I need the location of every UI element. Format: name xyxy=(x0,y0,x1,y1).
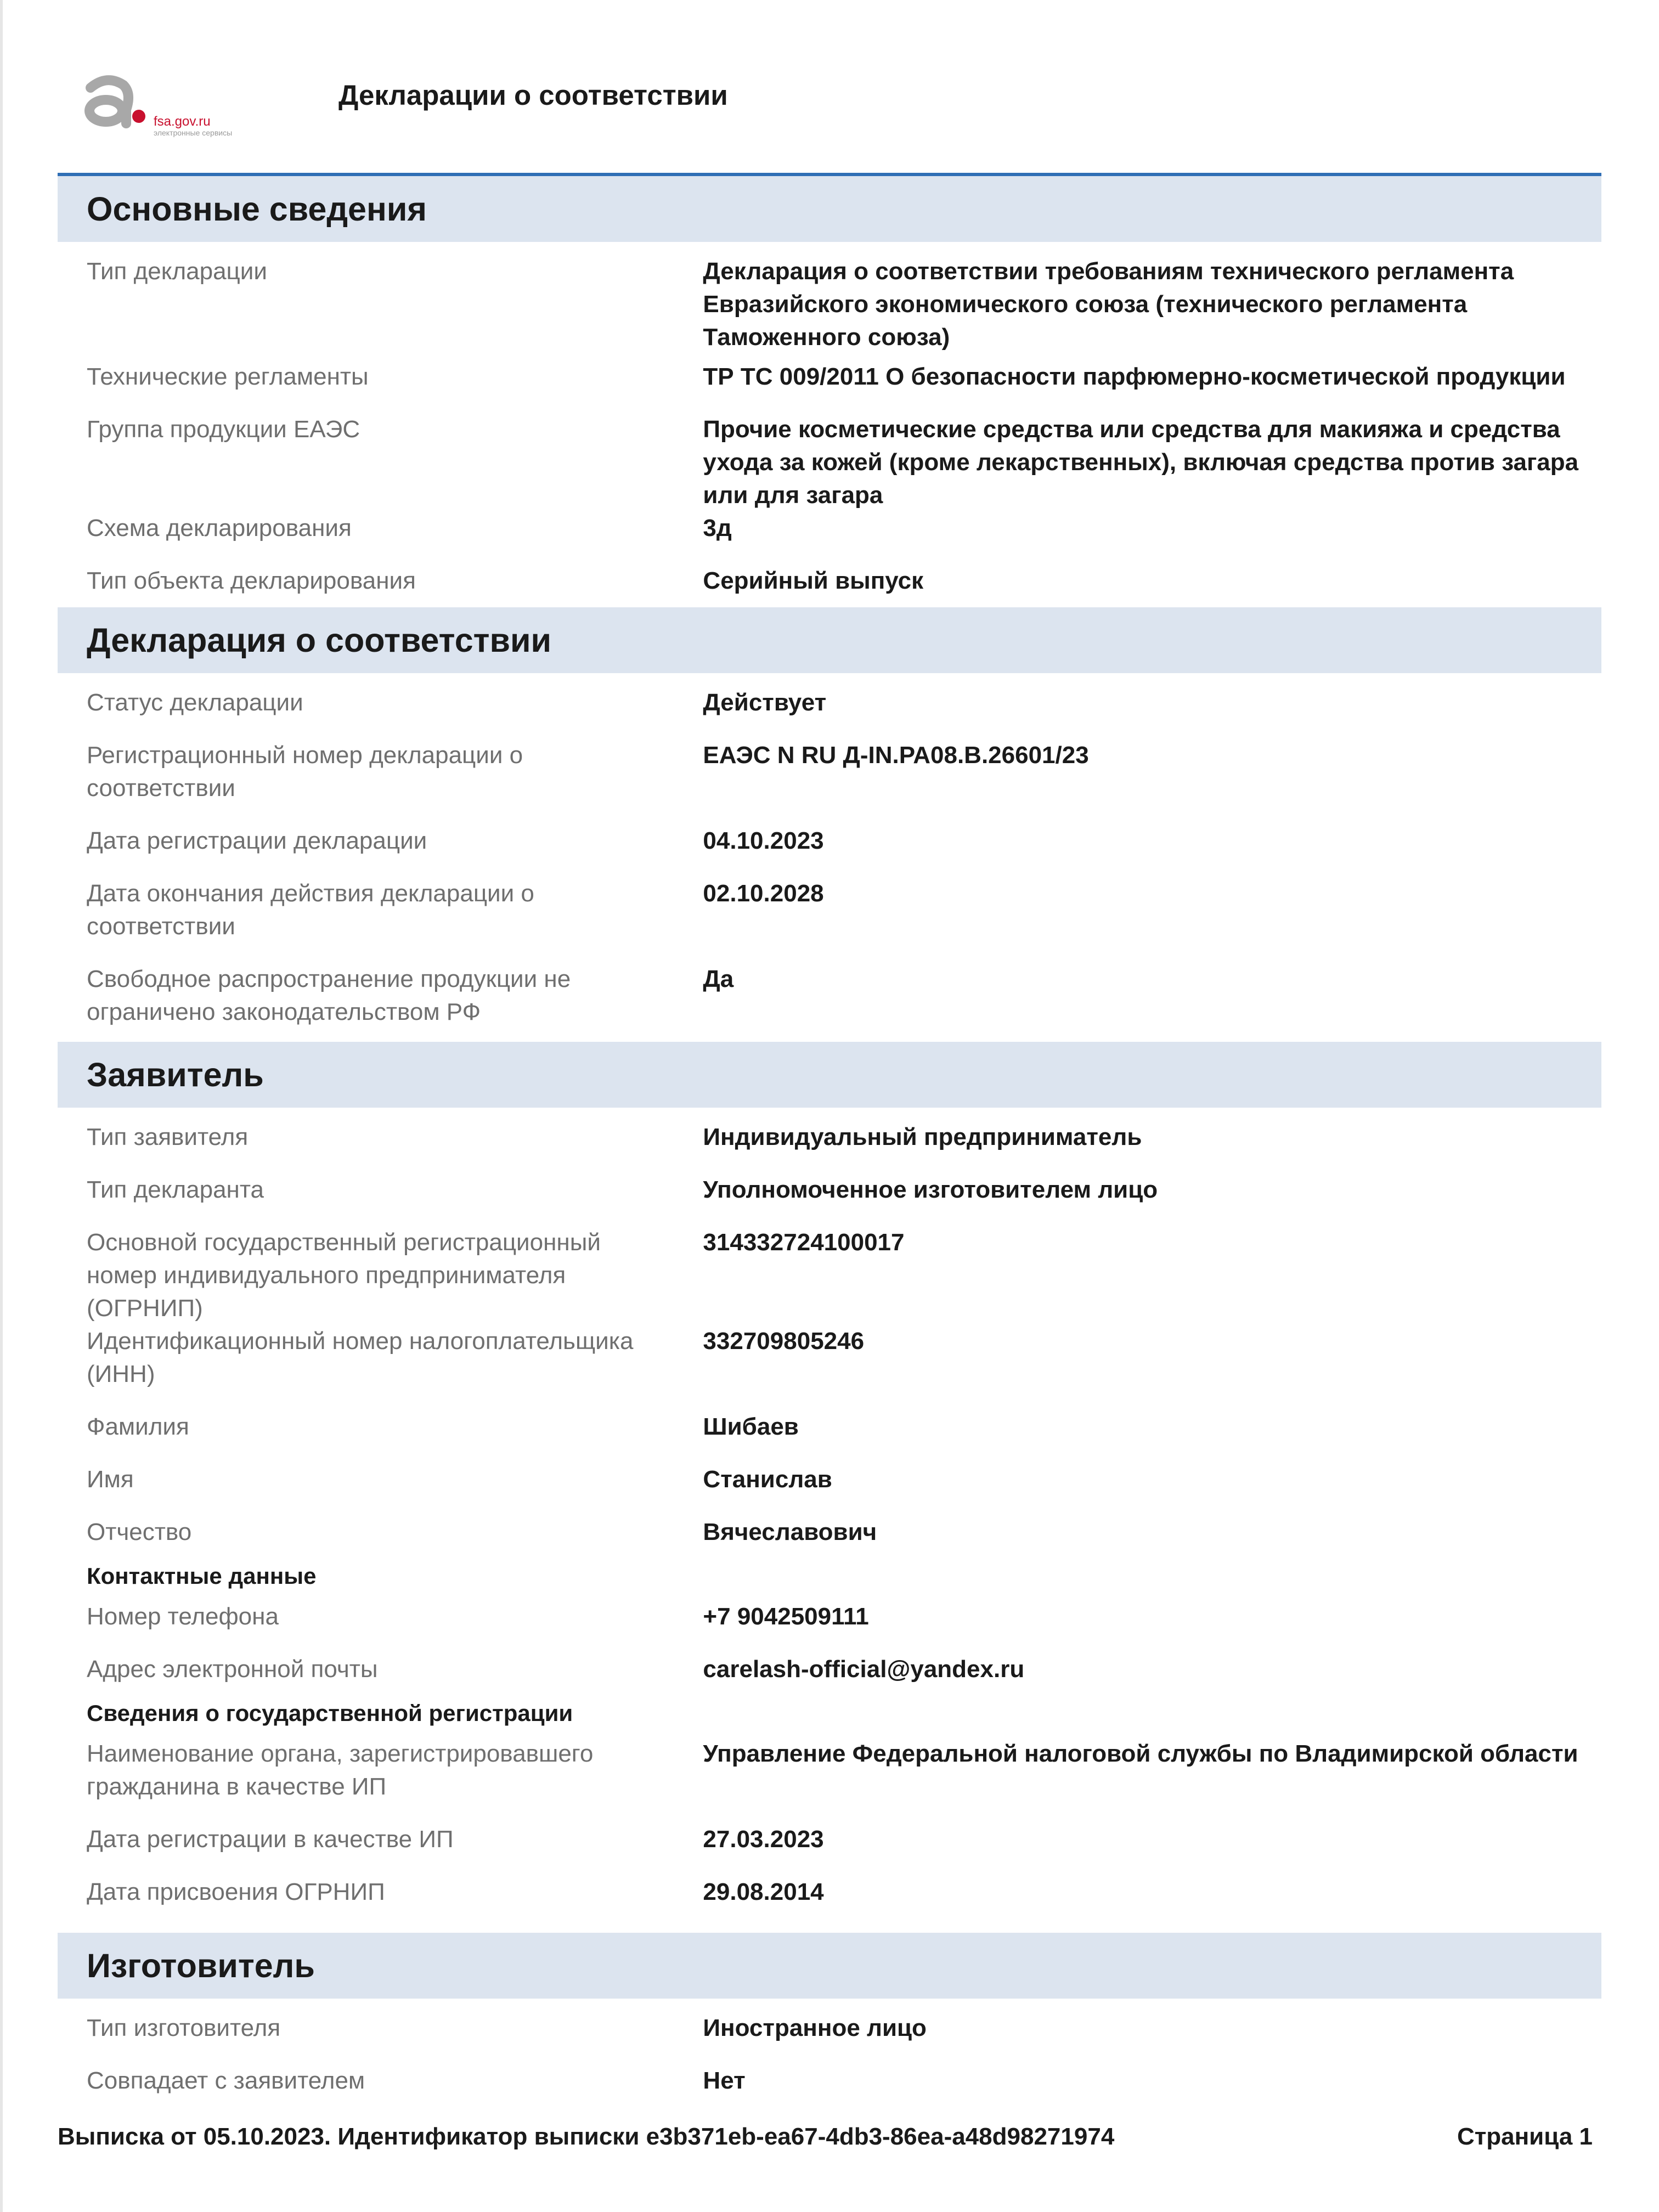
document-content xyxy=(58,176,1601,2123)
field-row xyxy=(58,739,1601,805)
field-value: 27.03.2023 xyxy=(703,1826,824,1853)
field-value: 314332724100017 xyxy=(703,1229,905,1256)
subsection-title-contacts: Контактные данные xyxy=(87,1563,317,1589)
field-row xyxy=(58,1226,1601,1325)
field-value: Серийный выпуск xyxy=(703,567,924,594)
field-value: Иностранное лицо xyxy=(703,2015,927,2041)
field-row xyxy=(58,877,1601,943)
field-row xyxy=(58,360,1601,393)
field-label: Идентификационный номер налогоплательщика (ИНН) xyxy=(87,1328,634,1387)
field-label: Технические регламенты xyxy=(87,363,369,390)
field-row xyxy=(58,413,1601,512)
field-value: Прочие косметические средства или средства для макияжа и средства ухода за кожей (кроме лекарственных), включая средства против загара или для загара xyxy=(703,416,1579,509)
field-row xyxy=(58,1173,1601,1206)
fsa-logo-icon xyxy=(80,71,151,132)
field-label: Основной государственный регистрационный номер индивидуального предпринимателя (ОГРНИП) xyxy=(87,1229,601,1322)
field-label: Дата регистрации декларации xyxy=(87,827,427,854)
page-title: Декларации о соответствии xyxy=(338,80,728,111)
field-label: Адрес электронной почты xyxy=(87,1656,378,1683)
page-header xyxy=(80,71,1616,154)
field-value: 04.10.2023 xyxy=(703,827,824,854)
field-value: Да xyxy=(703,966,734,992)
fsa-logo[interactable] xyxy=(80,71,277,143)
field-label: Номер телефона xyxy=(87,1603,279,1630)
field-label: Схема декларирования xyxy=(87,515,352,541)
field-row xyxy=(58,1600,1601,1633)
page-footer xyxy=(58,2123,1593,2151)
field-value: 332709805246 xyxy=(703,1328,865,1355)
field-row xyxy=(58,2012,1601,2045)
section-header-manufacturer: Изготовитель xyxy=(58,1933,1601,1999)
field-value: +7 9042509111 xyxy=(703,1603,869,1630)
field-value: 02.10.2028 xyxy=(703,880,824,907)
field-value: Станислав xyxy=(703,1466,832,1493)
extract-info: Выписка от 05.10.2023. Идентификатор выписки e3b371eb-ea67-4db3-86ea-a48d98271974 xyxy=(58,2123,1115,2150)
field-row xyxy=(58,1876,1601,1909)
field-value: Нет xyxy=(703,2067,746,2094)
section-applicant xyxy=(58,1108,1601,1933)
field-value: Индивидуальный предприниматель xyxy=(703,1124,1142,1150)
field-label: Дата регистрации в качестве ИП xyxy=(87,1826,454,1853)
field-label: Фамилия xyxy=(87,1413,189,1440)
field-label: Свободное распространение продукции не ограничено законодательством РФ xyxy=(87,966,571,1025)
field-label: Дата окончания действия декларации о соответствии xyxy=(87,880,534,940)
field-row xyxy=(58,565,1601,597)
field-value: Уполномоченное изготовителем лицо xyxy=(703,1176,1158,1203)
field-row xyxy=(58,1653,1601,1686)
field-value: Шибаев xyxy=(703,1413,799,1440)
field-value: Декларация о соответствии требованиям технического регламента Евразийского экономического союза (технического регламента Таможенного союза) xyxy=(703,258,1514,351)
field-value: Вячеславович xyxy=(703,1519,877,1545)
subsection-title-registration: Сведения о государственной регистрации xyxy=(87,1700,573,1726)
section-header-applicant: Заявитель xyxy=(58,1042,1601,1108)
field-value: Действует xyxy=(703,689,827,716)
field-label: Отчество xyxy=(87,1519,192,1545)
field-label: Тип объекта декларирования xyxy=(87,567,416,594)
section-header-basic-info: Основные сведения xyxy=(58,176,1601,242)
logo-site-text: fsa.gov.ru xyxy=(154,114,211,129)
field-row xyxy=(58,1121,1601,1154)
field-label: Регистрационный номер декларации о соответствии xyxy=(87,742,523,802)
field-row xyxy=(58,1410,1601,1443)
field-label: Тип декларанта xyxy=(87,1176,264,1203)
section-header-declaration: Декларация о соответствии xyxy=(58,607,1601,673)
field-row xyxy=(58,686,1601,719)
field-row xyxy=(58,1823,1601,1856)
field-row xyxy=(58,512,1601,545)
field-value: 3д xyxy=(703,515,732,541)
field-label: Дата присвоения ОГРНИП xyxy=(87,1878,385,1905)
section-manufacturer xyxy=(58,1999,1601,2123)
field-row xyxy=(58,2064,1601,2097)
section-basic-info xyxy=(58,242,1601,607)
field-row xyxy=(58,1463,1601,1496)
field-value: ЕАЭС N RU Д-IN.РА08.В.26601/23 xyxy=(703,742,1089,769)
field-row xyxy=(58,1516,1601,1549)
field-row xyxy=(58,255,1601,351)
field-label: Статус декларации xyxy=(87,689,303,716)
field-value: 29.08.2014 xyxy=(703,1878,824,1905)
field-label: Тип заявителя xyxy=(87,1124,249,1150)
field-label: Группа продукции ЕАЭС xyxy=(87,416,360,443)
field-row xyxy=(58,825,1601,857)
field-row xyxy=(58,963,1601,1029)
field-label: Тип декларации xyxy=(87,258,267,285)
field-row xyxy=(58,1737,1601,1803)
field-label: Наименование органа, зарегистрировавшего гражданина в качестве ИП xyxy=(87,1740,594,1800)
field-value: ТР ТС 009/2011 О безопасности парфюмерно-косметической продукции xyxy=(703,363,1566,390)
section-declaration xyxy=(58,673,1601,1042)
field-value: Управление Федеральной налоговой службы по Владимирской области xyxy=(703,1740,1578,1767)
field-row xyxy=(58,1325,1601,1391)
logo-subtitle: электронные сервисы xyxy=(154,128,233,137)
field-label: Тип изготовителя xyxy=(87,2015,281,2041)
page-left-edge xyxy=(0,0,3,2212)
field-value: carelash-official@yandex.ru xyxy=(703,1656,1025,1683)
page-number: Страница 1 xyxy=(1457,2123,1593,2150)
field-label: Имя xyxy=(87,1466,134,1493)
field-label: Совпадает с заявителем xyxy=(87,2067,365,2094)
